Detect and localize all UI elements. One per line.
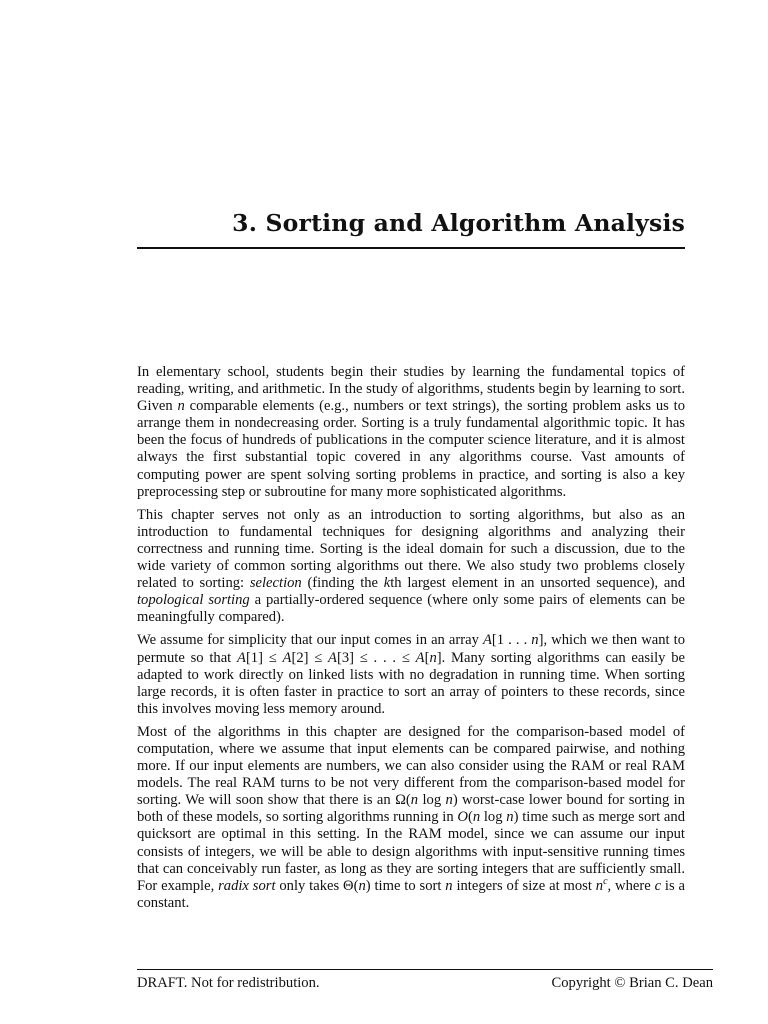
text-run: ( <box>467 809 473 826</box>
text-run: , where <box>607 877 655 894</box>
math-term: n <box>410 792 419 809</box>
math-term: n <box>472 809 481 826</box>
math-term: A <box>415 649 425 666</box>
paragraph <box>137 632 685 717</box>
math-term: k <box>383 575 391 592</box>
text-run: a partially-ordered sequence (where only some pairs of elements can be meaningfully compared). <box>137 592 686 626</box>
math-term: topological sorting <box>137 592 250 609</box>
math-term: A <box>237 649 246 666</box>
math-term: radix sort <box>218 877 276 894</box>
math-term: n <box>531 632 539 649</box>
math-term: A <box>282 649 292 666</box>
paragraph <box>137 507 685 627</box>
text-run: integers of size at most <box>452 877 596 894</box>
body-text <box>137 364 685 918</box>
text-run: (finding the <box>301 575 384 592</box>
paragraph <box>137 724 685 912</box>
text-run: In elementary school, students begin their studies by learning the fundamental topics of reading, writing, and arithmetic. In the study of algorithms, students begin by learning to sort. Given <box>137 364 685 415</box>
text-run: [ <box>424 649 430 666</box>
math-term: A <box>328 649 337 666</box>
text-run: [3] ≤ . . . ≤ <box>336 649 416 666</box>
footer-rule <box>137 969 713 970</box>
text-run: only takes Θ( <box>275 877 359 894</box>
text-run: th largest element in an unsorted sequence), and <box>390 575 685 592</box>
text-run: comparable elements (e.g., numbers or text strings), the sorting problem asks us to arrange them in nondecreasing order. Sorting is a truly fundamental algorithmic topic. It has been the focus of hundreds of publications in the computer science literature, and it is almost always the first substantial topic covered in any algorithms course. Vast amounts of computing power are spent solving sorting problems in practice, and sorting is also a key preprocessing step or subroutine for many more sophisticated algorithms. <box>137 398 685 500</box>
text-run: ], which we then want to permute so that <box>137 632 685 666</box>
math-term: n <box>445 877 453 894</box>
text-run: [2] ≤ <box>291 649 329 666</box>
text-run: We assume for simplicity that our input comes in an array <box>137 632 483 649</box>
text-run: ]. Many sorting algorithms can easily be adapted to work directly on linked lists with no degradation in running time. When sorting large records, it is often faster in practice to sort an array of pointers to these records, since this involves moving less memory around. <box>137 649 685 717</box>
math-term: n <box>506 809 514 826</box>
math-term: n <box>445 792 453 809</box>
math-term: A <box>482 632 492 649</box>
text-run: log <box>480 809 507 826</box>
paragraph <box>137 364 685 501</box>
math-term: n <box>429 649 437 666</box>
text-run: [1] ≤ <box>245 649 283 666</box>
chapter-title: 3. Sorting and Algorithm Analysis <box>232 209 685 237</box>
text-run: ) time to sort <box>365 877 446 894</box>
text-run: This chapter serves not only as an introduction to sorting algorithms, but also as an introduction to fundamental techniques for designing algorithms and analyzing their correctness and running time. Sorting is the ideal domain for such a discussion, due to the wide variety of common sorting algorithms out there. We also study two problems closely related to sorting: <box>137 506 685 592</box>
title-rule <box>137 247 685 249</box>
text-run: Most of the algorithms in this chapter are designed for the comparison-based model of computation, where we assume that input elements can be compared pairwise, and nothing more. If our input elements are numbers, we can also consider using the RAM or real RAM models. The real RAM turns to be not very different from the comparison-based model for sorting. We will soon show that there is an Ω( <box>137 723 685 809</box>
footer-copyright: Copyright © Brian C. Dean <box>551 975 713 991</box>
math-term: n <box>595 877 604 894</box>
text-run: [1 . . . <box>491 632 532 649</box>
text-run: log <box>418 792 446 809</box>
math-term: n <box>177 398 185 415</box>
text-run: is a constant. <box>137 877 685 911</box>
text-run: ) worst-case lower bound for sorting in both of these models, so sorting algorithms running in <box>137 792 685 826</box>
math-term: c <box>603 875 608 887</box>
text-run: ) time such as merge sort and quicksort are optimal in this setting. In the RAM model, since we can assume our input consists of integers, we will be able to design algorithms with input-sensitive running times that can conceivably run faster, as long as they are sorting integers that are sufficiently small. For example, <box>137 809 686 894</box>
footer-draft-notice: DRAFT. Not for redistribution. <box>137 975 320 991</box>
math-term: n <box>358 877 366 894</box>
math-term: c <box>654 877 662 894</box>
math-term: O <box>457 809 468 826</box>
math-term: selection <box>249 575 302 592</box>
